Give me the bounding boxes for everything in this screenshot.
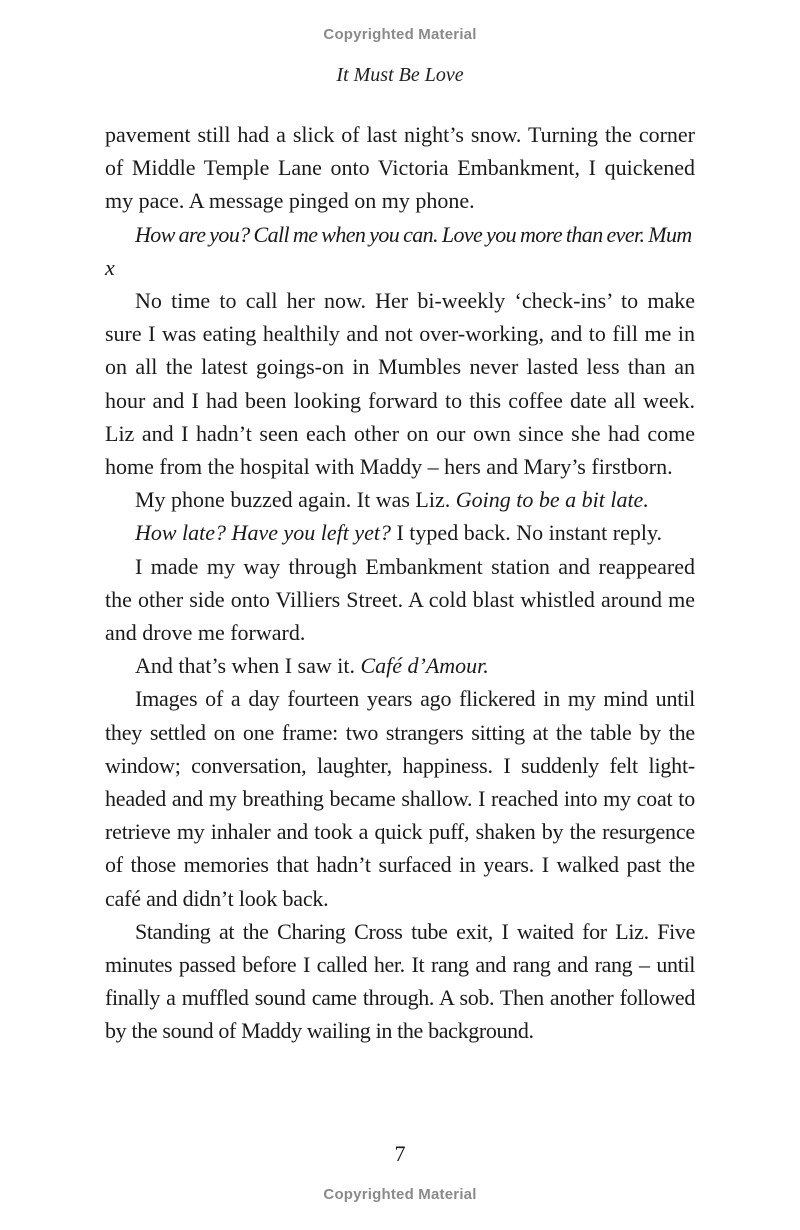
paragraph-8: Images of a day fourteen years ago flickered in my mind until they settled on one frame: two strangers sitting at the table by the window; conversation, laughter, happiness. I suddenly felt light-headed and my breathing became shallow. I reached into my coat to retrieve my inhaler and took a quick puff, shaken by the resurgence of those memories that hadn’t surfaced in years. I walked past the café and didn’t look back. xyxy=(105,686,695,911)
paragraph-7-cafe-name: Café d’Amour. xyxy=(360,653,489,679)
paragraph-5-text: I typed back. No instant reply. xyxy=(390,520,663,546)
paragraph-5-reply-message: How late? Have you left yet? xyxy=(135,520,391,546)
copyright-watermark-top: Copyrighted Material xyxy=(323,26,477,43)
copyright-watermark-bottom: Copyrighted Material xyxy=(323,1186,477,1203)
paragraph-4-text: My phone buzzed again. It was Liz. xyxy=(135,487,456,513)
paragraph-7 xyxy=(105,649,695,682)
page-number: 7 xyxy=(394,1141,406,1166)
paragraph-4-liz-message: Going to be a bit late. xyxy=(455,487,649,513)
paragraph-5 xyxy=(105,516,695,549)
paragraph-mum-message: How are you? Call me when you can. Love you more than ever. Mum x xyxy=(105,221,692,280)
paragraph-6: I made my way through Embankment station and reappeared the other side onto Villiers Street. A cold blast whistled around me and drove me forward. xyxy=(105,553,695,646)
page-body-text xyxy=(105,118,695,1048)
paragraph-7-text: And that’s when I saw it. xyxy=(135,653,361,679)
running-header-title: It Must Be Love xyxy=(336,64,464,86)
paragraph-4 xyxy=(105,483,695,516)
paragraph-1: pavement still had a slick of last night’s snow. Turning the corner of Middle Temple Lane onto Victoria Embankment, I quickened my pace. A message pinged on my phone. xyxy=(105,122,695,214)
paragraph-9: Standing at the Charing Cross tube exit, I waited for Liz. Five minutes passed before I called her. It rang and rang and rang – until finally a muffled sound came through. A sob. Then another followed by the sound of Maddy wailing in the background. xyxy=(105,918,695,1044)
paragraph-3: No time to call her now. Her bi-weekly ‘check-ins’ to make sure I was eating healthily and not over-working, and to fill me in on all the latest goings-on in Mumbles never lasted less than an hour and I had been looking forward to this coffee date all week. Liz and I hadn’t seen each other on our own since she had come home from the hospital with Maddy – hers and Mary’s firstborn. xyxy=(105,288,695,480)
